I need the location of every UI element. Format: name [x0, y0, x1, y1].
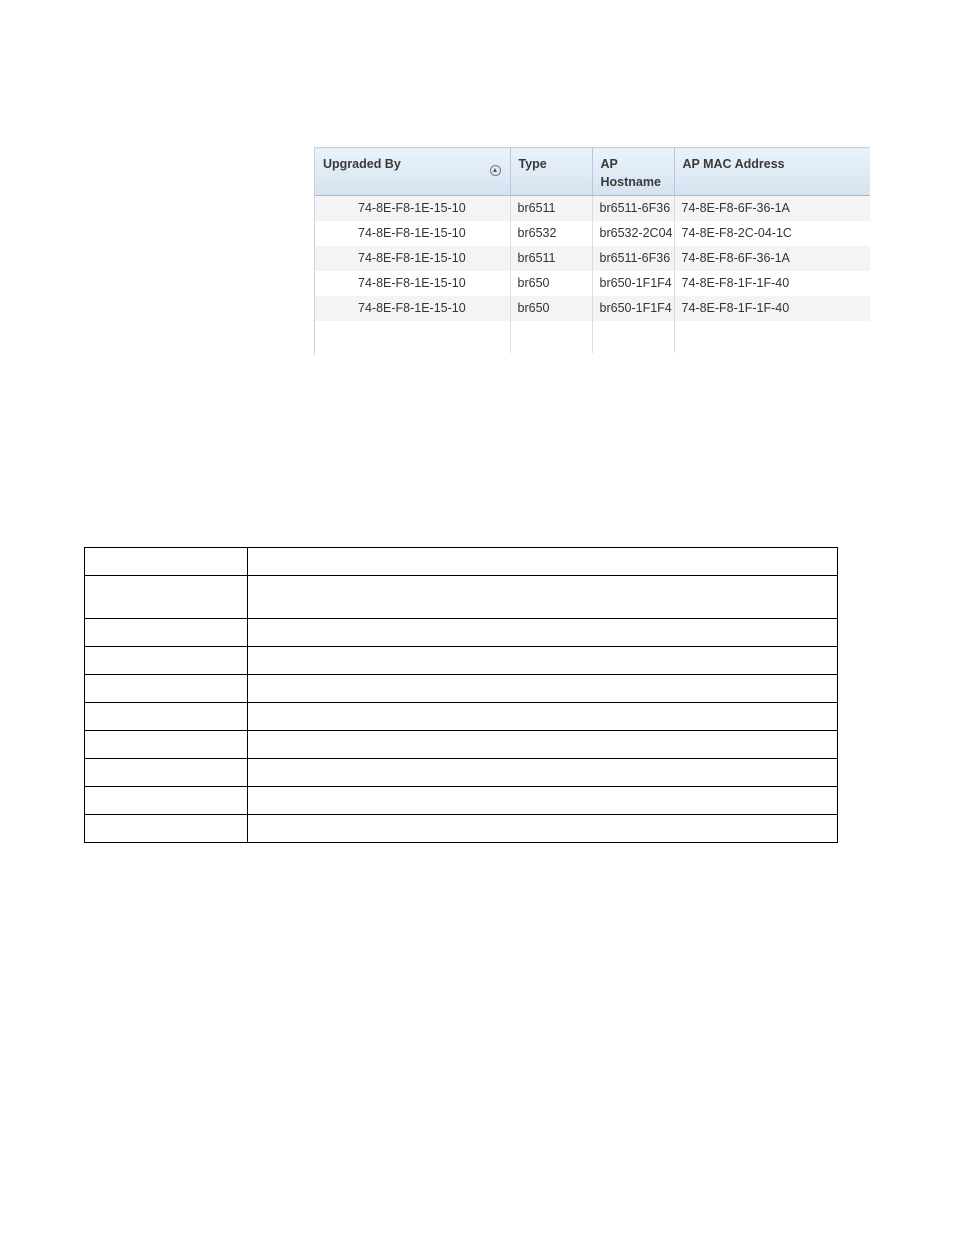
- cell-ap-hostname: br6511-6F36: [592, 246, 674, 271]
- column-header-ap-mac-address[interactable]: [674, 148, 870, 196]
- grid-header-row: [315, 148, 870, 196]
- column-header-label: AP MAC Address: [682, 157, 785, 171]
- upgrade-history-grid: [314, 147, 870, 355]
- cell-ap-mac-address: 74-8E-F8-2C-04-1C: [674, 221, 870, 246]
- field-cell: [85, 703, 248, 731]
- field-cell: [85, 787, 248, 815]
- empty-cell: [510, 321, 592, 353]
- description-cell: [248, 815, 838, 843]
- cell-type: br6511: [510, 246, 592, 271]
- sort-ascending-icon[interactable]: [490, 165, 501, 176]
- cell-ap-mac-address: 74-8E-F8-1F-1F-40: [674, 296, 870, 321]
- description-cell: [248, 703, 838, 731]
- empty-cell: [592, 321, 674, 353]
- cell-upgraded-by: 74-8E-F8-1E-15-10: [315, 271, 510, 296]
- column-header-ap-hostname[interactable]: [592, 148, 674, 196]
- field-cell: [85, 759, 248, 787]
- cell-type: br6532: [510, 221, 592, 246]
- description-row: [85, 731, 838, 759]
- description-row: [85, 703, 838, 731]
- field-cell: [85, 815, 248, 843]
- cell-ap-hostname: br650-1F1F4: [592, 296, 674, 321]
- cell-ap-hostname: br650-1F1F4: [592, 271, 674, 296]
- description-row: [85, 675, 838, 703]
- column-header-label: AP Hostname: [600, 157, 661, 189]
- cell-type: br6511: [510, 196, 592, 222]
- cell-ap-mac-address: 74-8E-F8-6F-36-1A: [674, 196, 870, 222]
- table-row-empty: [315, 321, 870, 353]
- table-row[interactable]: [315, 196, 870, 222]
- description-cell: [248, 576, 838, 619]
- table-row[interactable]: [315, 296, 870, 321]
- description-row: [85, 759, 838, 787]
- cell-upgraded-by: 74-8E-F8-1E-15-10: [315, 221, 510, 246]
- empty-cell: [674, 321, 870, 353]
- table-row[interactable]: [315, 271, 870, 296]
- description-cell: [248, 619, 838, 647]
- description-row: [85, 647, 838, 675]
- cell-ap-mac-address: 74-8E-F8-6F-36-1A: [674, 246, 870, 271]
- column-header-label: Type: [518, 157, 547, 171]
- column-header-upgraded-by[interactable]: [315, 148, 510, 196]
- field-cell: [85, 619, 248, 647]
- cell-type: br650: [510, 296, 592, 321]
- cell-ap-hostname: br6511-6F36: [592, 196, 674, 222]
- description-cell: [248, 548, 838, 576]
- description-cell: [248, 731, 838, 759]
- cell-ap-hostname: br6532-2C04: [592, 221, 674, 246]
- field-cell: [85, 647, 248, 675]
- field-cell: [85, 731, 248, 759]
- column-header-type[interactable]: [510, 148, 592, 196]
- empty-cell: [315, 321, 510, 353]
- description-row: [85, 815, 838, 843]
- cell-ap-mac-address: 74-8E-F8-1F-1F-40: [674, 271, 870, 296]
- cell-upgraded-by: 74-8E-F8-1E-15-10: [315, 296, 510, 321]
- description-cell: [248, 647, 838, 675]
- description-cell: [248, 787, 838, 815]
- description-row: [85, 787, 838, 815]
- field-cell: [85, 548, 248, 576]
- table-row[interactable]: [315, 246, 870, 271]
- cell-upgraded-by: 74-8E-F8-1E-15-10: [315, 196, 510, 222]
- description-cell: [248, 675, 838, 703]
- cell-upgraded-by: 74-8E-F8-1E-15-10: [315, 246, 510, 271]
- description-row: [85, 619, 838, 647]
- description-table: [84, 547, 838, 843]
- field-cell: [85, 675, 248, 703]
- description-cell: [248, 759, 838, 787]
- column-header-label: Upgraded By: [323, 157, 401, 171]
- field-cell: [85, 576, 248, 619]
- description-row: [85, 548, 838, 576]
- table-row[interactable]: [315, 221, 870, 246]
- cell-type: br650: [510, 271, 592, 296]
- description-row: [85, 576, 838, 619]
